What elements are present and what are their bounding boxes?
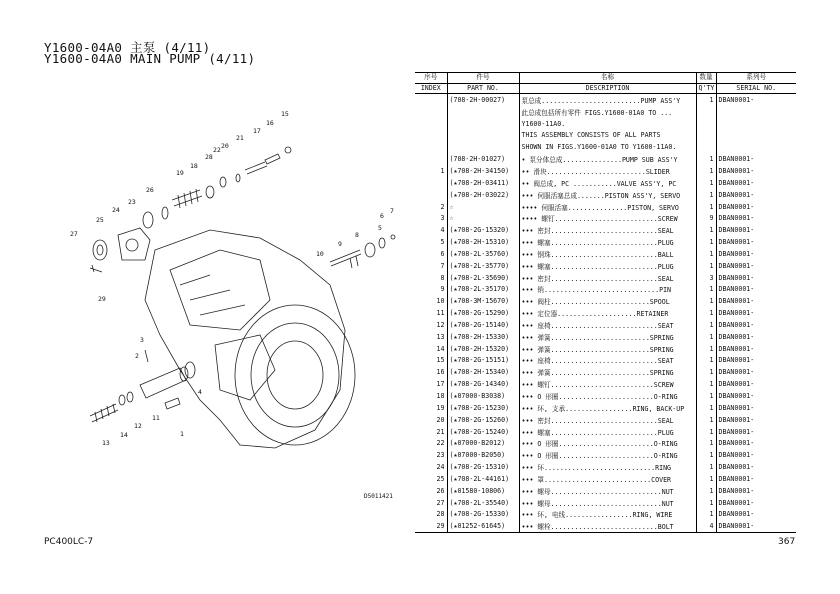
cell-desc: •• 阀总成, PC ...........VALVE ASS'Y, PC <box>519 177 696 189</box>
callout-29: 29 <box>98 295 106 303</box>
table-row <box>415 520 796 532</box>
table-row <box>415 343 796 355</box>
cell-qty: 1 <box>696 414 716 426</box>
table-row <box>415 118 796 130</box>
table-row <box>415 437 796 449</box>
header-desc-cn: 名称 <box>519 73 696 84</box>
cell-serial: DBAN0001- <box>718 463 755 472</box>
cell-index: 17 <box>415 378 447 390</box>
cell-qty: 1 <box>696 153 716 165</box>
cell-desc: ••• 销.............................PIN <box>519 284 696 296</box>
cell-serial: DBAN0001- <box>718 356 755 365</box>
cell-qty: 1 <box>696 295 716 307</box>
cell-qty: 1 <box>696 390 716 402</box>
callout-14: 14 <box>120 431 128 439</box>
cell-qty: 1 <box>696 402 716 414</box>
table-row <box>415 378 796 390</box>
table-row <box>415 485 796 497</box>
table-row <box>415 153 796 165</box>
cell-desc: Y1600-11A0. <box>519 118 696 130</box>
callout-9: 9 <box>338 240 342 248</box>
cell-index: 18 <box>415 390 447 402</box>
cell-serial: DBAN0001- <box>718 238 755 247</box>
cell-serial <box>716 130 796 142</box>
cell-desc: ••• 螺塞...........................PLUG <box>519 260 696 272</box>
table-row <box>415 248 796 260</box>
cell-part: (★708-2G-15230) <box>447 402 519 414</box>
callout-18: 18 <box>190 162 198 170</box>
cell-serial: DBAN0001- <box>718 415 755 424</box>
cell-part <box>447 106 519 118</box>
table-row <box>415 94 796 106</box>
cell-serial: DBAN0001- <box>718 166 755 175</box>
cell-part <box>447 130 519 142</box>
cell-serial: DBAN0001- <box>718 486 755 495</box>
callout-19: 19 <box>176 169 184 177</box>
table-row <box>415 509 796 521</box>
cell-desc: ••• 阀柱.........................SPOOL <box>519 295 696 307</box>
cell-part: ☆ <box>447 212 519 224</box>
cell-desc: ••• 座椅...........................SEAT <box>519 355 696 367</box>
cell-part: (★708-2G-15260) <box>447 414 519 426</box>
cell-serial: DBAN0001- <box>718 309 755 318</box>
cell-part: (★708-2H-15310) <box>447 236 519 248</box>
cell-part: (★01580-10806) <box>447 485 519 497</box>
cell-index: 2 <box>415 201 447 213</box>
cell-qty: 1 <box>696 284 716 296</box>
table-row <box>415 473 796 485</box>
cell-desc: ••• 环, 电线.................RING, WIRE <box>519 509 696 521</box>
cell-serial: DBAN0001- <box>718 403 755 412</box>
cell-serial: DBAN0001- <box>718 202 755 211</box>
cell-index: 21 <box>415 426 447 438</box>
cell-index: 23 <box>415 449 447 461</box>
cell-qty <box>696 106 716 118</box>
callout-21: 21 <box>236 134 244 142</box>
cell-serial: DBAN0001- <box>718 451 755 460</box>
cell-qty: 1 <box>696 355 716 367</box>
cell-part: (★708-2L-35690) <box>447 272 519 284</box>
table-row <box>415 189 796 201</box>
exploded-parts-diagram <box>60 100 410 510</box>
table-row <box>415 461 796 473</box>
cell-qty: 1 <box>696 426 716 438</box>
cell-qty: 3 <box>696 272 716 284</box>
cell-desc: ••• 螺塞...........................PLUG <box>519 426 696 438</box>
cell-part: (★708-2L-35760) <box>447 248 519 260</box>
table-row <box>415 130 796 142</box>
cell-serial <box>716 106 796 118</box>
callout-2: 2 <box>135 352 139 360</box>
table-row <box>415 236 796 248</box>
cell-desc: ••• 密封...........................SEAL <box>519 414 696 426</box>
cell-index: 25 <box>415 473 447 485</box>
cell-part: (★01252-61645) <box>447 520 519 532</box>
cell-desc: •• 滑块.........................SLIDER <box>519 165 696 177</box>
cell-qty: 1 <box>696 260 716 272</box>
cell-desc: ••• 螺母............................NUT <box>519 497 696 509</box>
cell-index: 5 <box>415 236 447 248</box>
callout-24: 24 <box>112 206 120 214</box>
cell-desc: ••• O 形圈........................O-RING <box>519 390 696 402</box>
cell-serial: DBAN0001- <box>718 332 755 341</box>
cell-serial <box>716 118 796 130</box>
table-row <box>415 319 796 331</box>
cell-desc: SHOWN IN FIGS.Y1600-01A0 TO Y1600-11A0. <box>519 141 696 153</box>
cell-desc: ••• 环, 支承.................RING, BACK-UP <box>519 402 696 414</box>
table-row <box>415 284 796 296</box>
cell-index: 14 <box>415 343 447 355</box>
cell-serial <box>716 141 796 153</box>
seal-part <box>185 362 195 378</box>
cell-part: (★708-2H-03411) <box>447 177 519 189</box>
cell-qty: 1 <box>696 94 716 106</box>
cell-index: 8 <box>415 272 447 284</box>
cell-index <box>415 130 447 142</box>
callout-17: 17 <box>253 127 261 135</box>
callout-1: 1 <box>180 430 184 438</box>
table-row <box>415 295 796 307</box>
cell-part: (★708-2G-15240) <box>447 426 519 438</box>
cell-qty: 1 <box>696 449 716 461</box>
cell-index: 11 <box>415 307 447 319</box>
cell-part: (★07000-B3038) <box>447 390 519 402</box>
cell-index: 26 <box>415 485 447 497</box>
cell-part: (★708-2H-15340) <box>447 366 519 378</box>
callout-20: 20 <box>221 142 229 150</box>
header-qty-cn: 数量 <box>696 73 716 84</box>
cell-qty: 1 <box>696 461 716 473</box>
cell-qty: 1 <box>696 177 716 189</box>
cell-serial: DBAN0001- <box>718 368 755 377</box>
header-index-en: INDEX <box>415 83 447 94</box>
cell-part: (★708-2H-03022) <box>447 189 519 201</box>
callout-5: 5 <box>378 224 382 232</box>
cell-desc: 泵总成.........................PUMP ASS'Y <box>519 94 696 106</box>
callout-15: 15 <box>281 110 289 118</box>
cell-desc: ••• 螺塞...........................PLUG <box>519 236 696 248</box>
cell-index: 27 <box>415 497 447 509</box>
table-row <box>415 272 796 284</box>
cell-part: (★708-2G-15330) <box>447 509 519 521</box>
cell-qty: 1 <box>696 366 716 378</box>
table-row <box>415 426 796 438</box>
callout-26: 26 <box>146 186 154 194</box>
cell-qty <box>696 141 716 153</box>
cover-part <box>118 228 150 260</box>
cell-desc: 此总成包括所有零件 FIGS.Y1600-01A0 TO ... <box>519 106 696 118</box>
header-index-cn: 序号 <box>415 73 447 84</box>
cell-part: (★708-2L-35540) <box>447 497 519 509</box>
cell-qty: 1 <box>696 473 716 485</box>
cell-qty: 1 <box>696 497 716 509</box>
header-qty-en: Q'TY <box>696 83 716 94</box>
table-row <box>415 414 796 426</box>
cell-serial: DBAN0001- <box>718 273 755 282</box>
cell-qty: 1 <box>696 236 716 248</box>
cell-serial: DBAN0001- <box>718 155 755 164</box>
callout-13: 13 <box>102 439 110 447</box>
cell-qty: 1 <box>696 343 716 355</box>
cell-qty: 1 <box>696 319 716 331</box>
table-row <box>415 177 796 189</box>
cell-index: 22 <box>415 437 447 449</box>
servo-piston <box>140 368 186 398</box>
cell-serial: DBAN0001- <box>718 344 755 353</box>
table-header-cn <box>415 73 796 84</box>
cell-desc: THIS ASSEMBLY CONSISTS OF ALL PARTS <box>519 130 696 142</box>
table-row <box>415 390 796 402</box>
callout-7: 7 <box>390 207 394 215</box>
cell-part: (★708-3M-15670) <box>447 295 519 307</box>
cell-part: (★708-2G-15151) <box>447 355 519 367</box>
cell-qty: 1 <box>696 378 716 390</box>
header-part-cn: 件号 <box>447 73 519 84</box>
mounting-flange <box>235 305 355 445</box>
callout-16: 16 <box>266 119 274 127</box>
cell-qty: 1 <box>696 509 716 521</box>
page-number: 367 <box>778 537 796 547</box>
cell-index: 12 <box>415 319 447 331</box>
callout-6: 6 <box>380 212 384 220</box>
callout-23: 23 <box>128 198 136 206</box>
cell-index: 3 <box>415 212 447 224</box>
page-title-cn: Y1600-04A0 主泵 (4/11) <box>44 40 211 55</box>
cell-qty: 1 <box>696 224 716 236</box>
callout-22: 22 <box>213 146 221 154</box>
cell-qty: 1 <box>696 165 716 177</box>
cell-index <box>415 153 447 165</box>
table-row <box>415 212 796 224</box>
cell-part: (★708-2G-15140) <box>447 319 519 331</box>
cell-desc: ••• 密封...........................SEAL <box>519 224 696 236</box>
cell-serial: DBAN0001- <box>718 226 755 235</box>
cell-desc: ••• 弹簧.........................SPRING <box>519 343 696 355</box>
cell-desc: •••• 螺钉..........................SCREW <box>519 212 696 224</box>
cell-desc: ••• 密封...........................SEAL <box>519 272 696 284</box>
cell-qty: 1 <box>696 201 716 213</box>
callout-8: 8 <box>355 231 359 239</box>
cell-desc: ••• 钢珠...........................BALL <box>519 248 696 260</box>
cell-part: (708-2H-01027) <box>447 153 519 165</box>
cell-qty: 1 <box>696 248 716 260</box>
header-desc-en: DESCRIPTION <box>519 83 696 94</box>
cell-qty: 9 <box>696 212 716 224</box>
cell-serial: DBAN0001- <box>718 249 755 258</box>
table-row <box>415 201 796 213</box>
cell-part: (★708-2L-44161) <box>447 473 519 485</box>
cell-qty: 1 <box>696 189 716 201</box>
table-header-en <box>415 83 796 94</box>
cell-serial: DBAN0001- <box>718 427 755 436</box>
cell-index <box>415 94 447 106</box>
cell-desc: ••• 弹簧.........................SPRING <box>519 331 696 343</box>
cell-index: 19 <box>415 402 447 414</box>
cell-part: (★708-2L-35170) <box>447 284 519 296</box>
cell-index: 1 <box>415 165 447 177</box>
cell-index <box>415 141 447 153</box>
nut-part <box>93 240 107 260</box>
table-row <box>415 141 796 153</box>
cell-serial: DBAN0001- <box>718 178 755 187</box>
callout-12: 12 <box>134 422 142 430</box>
cell-part: (★708-2H-15320) <box>447 343 519 355</box>
callout-4: 4 <box>198 388 202 396</box>
callout-27: 27 <box>70 230 78 238</box>
cell-index: 6 <box>415 248 447 260</box>
cell-part: (★708-2H-15330) <box>447 331 519 343</box>
callout-11: 11 <box>152 414 160 422</box>
cell-part: (★07000-B2012) <box>447 437 519 449</box>
callout-3: 3 <box>140 336 144 344</box>
cell-desc: ••• 螺母............................NUT <box>519 485 696 497</box>
cell-desc: ••• O 形圈........................O-RING <box>519 437 696 449</box>
cell-desc: ••• 螺栓...........................BOLT <box>519 520 696 532</box>
table-row <box>415 402 796 414</box>
table-row <box>415 307 796 319</box>
cell-desc: ••• O 形圈........................O-RING <box>519 449 696 461</box>
table-row <box>415 355 796 367</box>
table-row <box>415 224 796 236</box>
cell-desc: ••• 座椅...........................SEAT <box>519 319 696 331</box>
cell-part: (★708-2G-14340) <box>447 378 519 390</box>
cell-qty: 1 <box>696 307 716 319</box>
cell-part: (★708-2G-15310) <box>447 461 519 473</box>
table-row <box>415 366 796 378</box>
cell-index: 9 <box>415 284 447 296</box>
cell-qty <box>696 130 716 142</box>
table-row <box>415 497 796 509</box>
header-part-en: PART NO. <box>447 83 519 94</box>
cell-index: 16 <box>415 366 447 378</box>
cell-desc: ••• 环............................RING <box>519 461 696 473</box>
model-label: PC400LC-7 <box>44 537 94 547</box>
cell-index <box>415 106 447 118</box>
cell-index: 24 <box>415 461 447 473</box>
cell-serial: DBAN0001- <box>718 261 755 270</box>
spring-part <box>172 189 202 208</box>
cell-part: (★708-2G-15290) <box>447 307 519 319</box>
cell-qty: 1 <box>696 331 716 343</box>
cell-serial: DBAN0001- <box>718 190 755 199</box>
table-row <box>415 331 796 343</box>
table-row <box>415 165 796 177</box>
cell-index: 20 <box>415 414 447 426</box>
cell-qty: 4 <box>696 520 716 532</box>
cell-serial: DBAN0001- <box>718 474 755 483</box>
cell-serial: DBAN0001- <box>718 510 755 519</box>
cell-index: 4 <box>415 224 447 236</box>
cell-desc: ••• 伺服活塞总成.......PISTON ASS'Y, SERVO <box>519 189 696 201</box>
cell-desc: ••• 螺钉..........................SCREW <box>519 378 696 390</box>
cell-serial: DBAN0001- <box>718 320 755 329</box>
callout-25: 25 <box>96 216 104 224</box>
cell-index: 10 <box>415 295 447 307</box>
cell-serial: DBAN0001- <box>718 95 755 104</box>
cell-desc: ••• 罩...........................COVER <box>519 473 696 485</box>
cell-serial: DBAN0001- <box>718 439 755 448</box>
cell-index: 29 <box>415 520 447 532</box>
cell-part: ☆ <box>447 201 519 213</box>
cell-serial: DBAN0001- <box>718 380 755 389</box>
pump-housing <box>145 230 345 448</box>
cell-serial: DBAN0001- <box>716 520 796 532</box>
cell-desc: •••• 伺服活塞...............PISTON, SERVO <box>519 201 696 213</box>
callout-28: 28 <box>205 153 213 161</box>
cell-qty: 1 <box>696 485 716 497</box>
table-row <box>415 106 796 118</box>
cell-index: 13 <box>415 331 447 343</box>
cell-desc: ••• 定位器....................RETAINER <box>519 307 696 319</box>
page-title-en: Y1600-04A0 MAIN PUMP (4/11) <box>44 51 256 66</box>
cell-serial: DBAN0001- <box>718 297 755 306</box>
header-serial-en: SERIAL NO. <box>716 83 796 94</box>
cell-serial: DBAN0001- <box>718 214 755 223</box>
cell-index <box>415 118 447 130</box>
table-row <box>415 260 796 272</box>
cell-index: 28 <box>415 509 447 521</box>
cell-part: (★07000-B2050) <box>447 449 519 461</box>
cell-index: 7 <box>415 260 447 272</box>
cell-serial: DBAN0001- <box>718 392 755 401</box>
cell-desc: ••• 弹簧.........................SPRING <box>519 366 696 378</box>
cell-part: (★708-2G-15320) <box>447 224 519 236</box>
cell-qty: 1 <box>696 437 716 449</box>
cell-index <box>415 189 447 201</box>
cell-serial: DBAN0001- <box>718 285 755 294</box>
callout-10: 10 <box>316 250 324 258</box>
cell-part: (★708-2H-34150) <box>447 165 519 177</box>
cell-part: (708-2H-00027) <box>447 94 519 106</box>
cell-part <box>447 118 519 130</box>
cell-part: (★708-2L-35770) <box>447 260 519 272</box>
cell-desc: • 泵分体总成...............PUMP SUB ASS'Y <box>519 153 696 165</box>
cell-serial: DBAN0001- <box>718 498 755 507</box>
parts-table <box>415 72 796 533</box>
cell-index: 15 <box>415 355 447 367</box>
cell-index <box>415 177 447 189</box>
table-row <box>415 449 796 461</box>
cell-part <box>447 141 519 153</box>
cell-qty <box>696 118 716 130</box>
figure-code: D5011421 <box>364 493 393 500</box>
header-serial-cn: 系列号 <box>716 73 796 84</box>
